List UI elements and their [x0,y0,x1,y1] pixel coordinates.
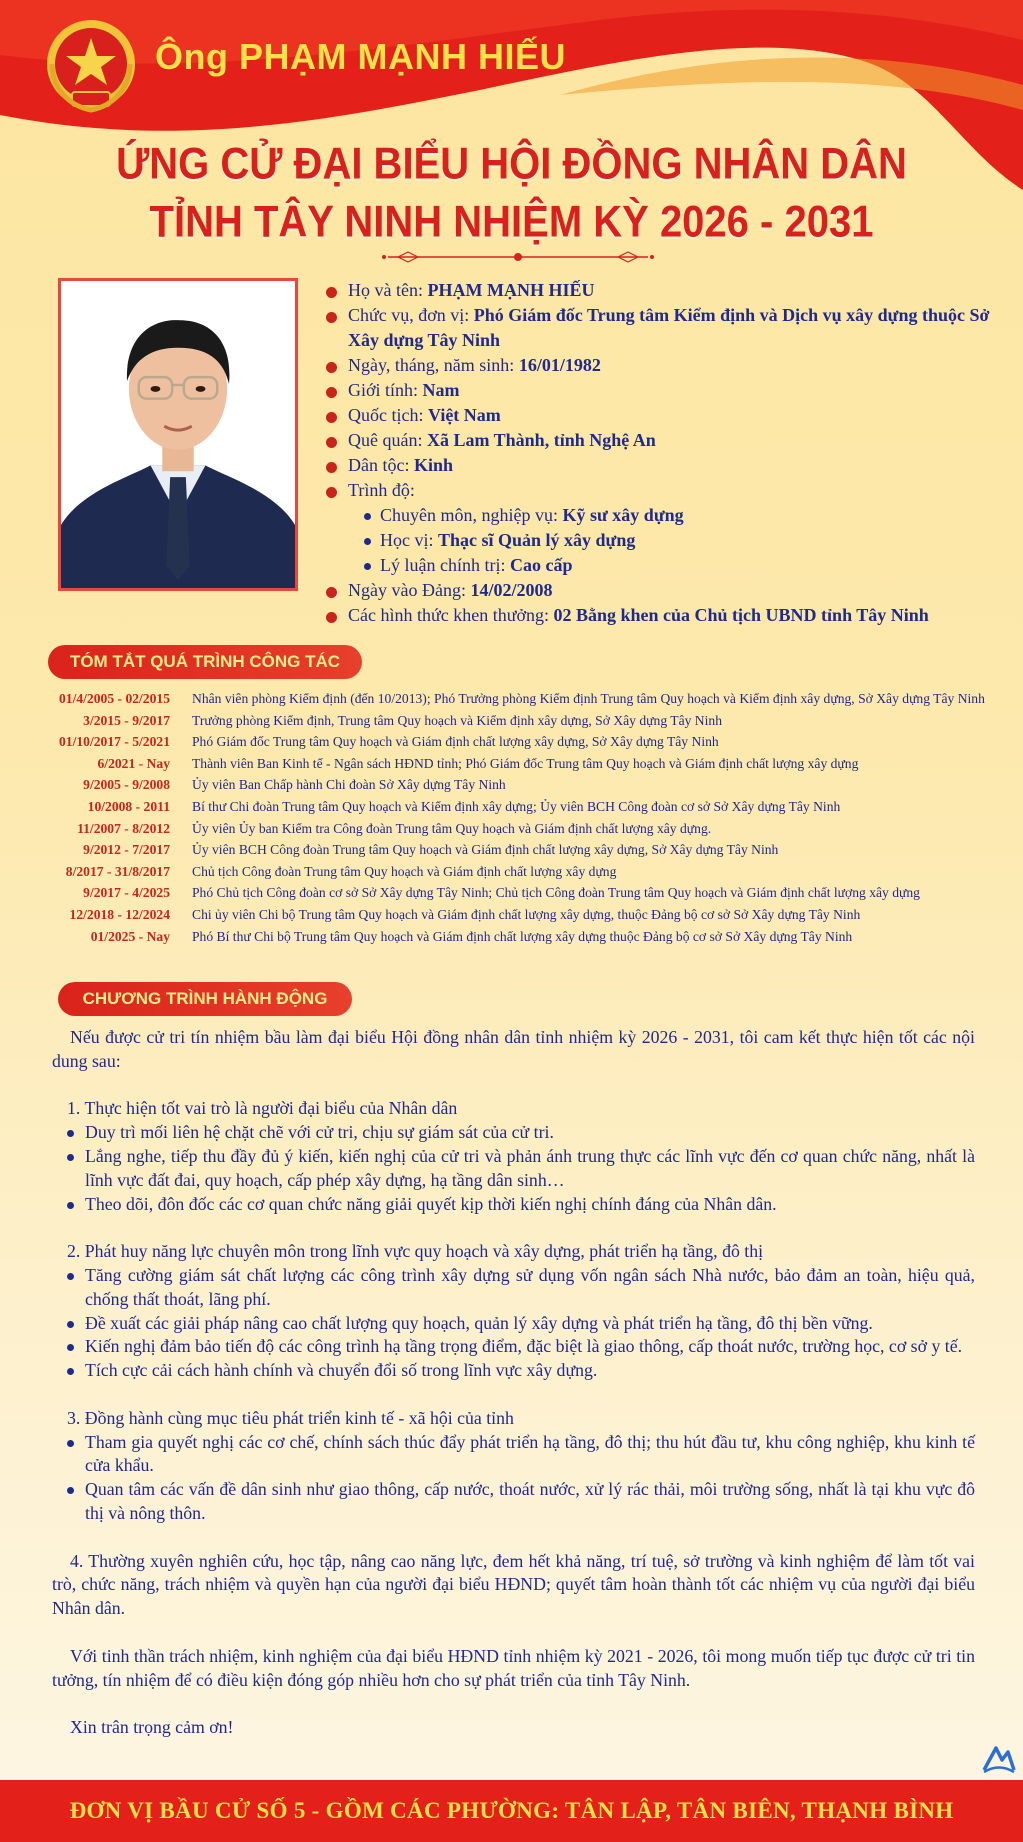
timeline-date: 01/4/2005 - 02/2015 [58,691,170,706]
info-hometown [322,428,1002,453]
program-section-title: CHƯƠNG TRÌNH HÀNH ĐỘNG [58,982,352,1016]
timeline-desc: Thành viên Ban Kinh tế - Ngân sách HĐND tỉnh; Phó Giám đốc Trung tâm Quy hoạch và Giám định chất lượng xây dựng [192,755,859,771]
timeline-row [38,774,998,796]
timeline-desc: Nhân viên phòng Kiểm định (đến 10/2013); Phó Trưởng phòng Kiểm định Trung tâm Quy hoạch và Kiểm định xây dựng, Sở Xây dựng Tây Ninh [192,691,985,706]
info-gender-label: Giới tính: [348,380,423,400]
info-education [322,478,1002,503]
campaign-title-line2: TỈNH TÂY NINH NHIỆM KỲ 2026 - 2031 [149,197,874,247]
info-nationality [322,403,1002,428]
program-heading-3: 3. Đồng hành cùng mục tiêu phát triển kinh tế - xã hội của tỉnh [67,1407,514,1428]
info-ethnicity-label: Dân tộc: [348,455,414,475]
timeline-desc: Ủy viên Ban Chấp hành Chi đoàn Sở Xây dựng Tây Ninh [192,777,506,793]
info-degree-label: Học vị: [380,530,438,550]
candidate-name-heading: Ông PHẠM MẠNH HIẾU [155,36,566,77]
program-bullet: Tích cực cải cách hành chính và chuyển đổi số trong lĩnh vực xây dựng. [52,1359,975,1383]
timeline-desc: Ủy viên Ủy ban Kiểm tra Công đoàn Trung tâm Quy hoạch và Giám định chất lượng xây dựng. [192,820,712,836]
info-awards-value: 02 Bằng khen của Chủ tịch UBND tỉnh Tây Ninh [553,605,929,625]
timeline-desc: Chi ủy viên Chi bộ Trung tâm Quy hoạch và Giám định chất lượng xây dựng, thuộc Đảng bộ cơ sở Sở Xây dựng Tây Ninh [192,906,861,922]
timeline-row [38,796,998,818]
timeline-date: 01/10/2017 - 5/2021 [58,734,170,750]
timeline-row [38,926,998,948]
info-hometown-value: Xã Lam Thành, tỉnh Nghệ An [426,430,656,450]
program-bullet: Quan tâm các vấn đề dân sinh như giao thông, cấp nước, thoát nước, xử lý rác thải, môi trường sống, nhất là tại khu vực đô thị và nông thôn. [52,1478,975,1526]
timeline-date: 9/2017 - 4/2025 [83,885,170,901]
info-specialty-label: Chuyên môn, nghiệp vụ: [380,505,563,525]
info-hometown-label: Quê quán: [348,430,427,450]
info-party [322,578,1002,603]
info-politics [322,553,1002,578]
timeline-row [38,839,998,861]
timeline-row [38,818,998,840]
info-degree-value: Thạc sĩ Quản lý xây dựng [438,530,636,550]
program-bullet: Duy trì mối liên hệ chặt chẽ với cử tri, chịu sự giám sát của cử tri. [52,1121,975,1145]
timeline-date: 10/2008 - 2011 [87,798,170,814]
program-heading-2: 2. Phát huy năng lực chuyên môn trong lĩnh vực quy hoạch và xây dựng, phát triển hạ tầng, đô thị [67,1241,764,1262]
program-bullet: Tham gia quyết nghị các cơ chế, chính sách thúc đẩy phát triển hạ tầng, đô thị; thu hút đầu tư, khu công nghiệp, khu kinh tế cửa khẩu. [52,1431,975,1479]
timeline-row [38,731,998,753]
program-intro: Nếu được cử tri tín nhiệm bầu làm đại biểu Hội đồng nhân dân tỉnh nhiệm kỳ 2026 - 2031, tôi cam kết thực hiện tốt các nội dung sau: [52,1027,975,1071]
program-bullet: Kiến nghị đảm bảo tiến độ các công trình hạ tầng trọng điểm, đặc biệt là giao thông, cấp thoát nước, trường học, cơ sở y tế. [52,1335,975,1359]
timeline-date: 01/2025 - Nay [90,928,170,944]
info-dob [322,353,1002,378]
timeline-desc: Phó Bí thư Chi bộ Trung tâm Quy hoạch và Giám định chất lượng xây dựng thuộc Đảng bộ cơ sở Sở Xây dựng Tây Ninh [192,928,853,944]
timeline-date: 11/2007 - 8/2012 [77,820,170,836]
program-point-4: 4. Thường xuyên nghiên cứu, học tập, nâng cao năng lực, đem hết khả năng, trí tuệ, sở trường và kinh nghiệm để làm tốt vai trò, chức năng, trách nhiệm và quyền hạn của người đại biểu HĐND; quyết tâm hoàn thành tốt các nhiệm vụ của người đại biểu Nhân dân. [52,1550,975,1619]
divider-ornament-icon [378,250,658,264]
timeline-date: 8/2017 - 31/8/2017 [65,863,170,879]
program-thanks: Xin trân trọng cảm ơn! [70,1717,234,1738]
info-politics-value: Cao cấp [509,555,573,575]
career-timeline [38,688,998,947]
timeline-date: 6/2021 - Nay [97,755,170,771]
info-awards [322,603,1002,628]
info-degree [322,528,1002,553]
personal-info-list [322,278,1002,628]
program-bullet: Đề xuất các giải pháp nâng cao chất lượng quy hoạch, quản lý xây dựng và phát triển hạ tầng, đô thị bền vững. [52,1312,975,1336]
info-name-label: Họ và tên: [348,280,428,300]
info-name [322,278,1002,303]
timeline-desc: Chủ tịch Công đoàn Trung tâm Quy hoạch và Giám định chất lượng xây dựng [192,863,617,879]
info-name-value: PHẠM MẠNH HIẾU [427,280,595,300]
timeline-desc: Ủy viên BCH Công đoàn Trung tâm Quy hoạch và Giám định chất lượng xây dựng, Sở Xây dựng Tây Ninh [192,842,779,858]
timeline-row [38,753,998,775]
timeline-desc: Bí thư Chi đoàn Trung tâm Quy hoạch và Kiểm định xây dựng; Ủy viên BCH Công đoàn cơ sở Sở Xây dựng Tây Ninh [192,798,841,814]
corner-logo-icon [980,1740,1016,1776]
info-gender [322,378,1002,403]
timeline-row [38,688,998,710]
timeline-desc: Phó Chủ tịch Công đoàn cơ sở Sở Xây dựng Tây Ninh; Chủ tịch Công đoàn Trung tâm Quy hoạch và Giám định chất lượng xây dựng [192,885,920,901]
career-section-title: TÓM TẮT QUÁ TRÌNH CÔNG TÁC [48,645,362,679]
action-program [52,1026,975,1740]
program-bullet: Tăng cường giám sát chất lượng các công trình xây dựng sử dụng vốn ngân sách Nhà nước, bảo đảm an toàn, hiệu quả, chống thất thoát, lãng phí. [52,1264,975,1312]
info-nationality-value: Việt Nam [427,405,501,425]
info-ethnicity [322,453,1002,478]
program-closing: Với tinh thần trách nhiệm, kinh nghiệm của đại biểu HĐND tỉnh nhiệm kỳ 2021 - 2026, tôi mong muốn tiếp tục được cử tri tin tưởng, tín nhiệm để có điều kiện đóng góp nhiều hơn cho sự phát triển của tỉnh Tây Ninh. [52,1645,975,1690]
timeline-row [38,861,998,883]
info-specialty-value: Kỹ sư xây dựng [562,505,684,525]
program-heading-1: 1. Thực hiện tốt vai trò là người đại biểu của Nhân dân [67,1098,458,1119]
timeline-desc: Phó Giám đốc Trung tâm Quy hoạch và Giám định chất lượng xây dựng, Sở Xây dựng Tây Ninh [192,734,719,750]
info-party-label: Ngày vào Đảng: [348,580,471,600]
info-politics-label: Lý luận chính trị: [380,555,510,575]
program-bullet: Lắng nghe, tiếp thu đầy đủ ý kiến, kiến nghị của cử tri và phản ánh trung thực các lĩnh vực đến cơ quan chức năng, nhất là lĩnh vực đất đai, quy hoạch, cấp phép xây dựng, hạ tầng dân sinh… [52,1145,975,1193]
info-position-value: Phó Giám đốc Trung tâm Kiểm định và Dịch vụ xây dựng thuộc Sở Xây dựng Tây Ninh [348,305,990,350]
info-dob-value: 16/01/1982 [518,355,601,375]
info-position-label: Chức vụ, đơn vị: [348,305,474,325]
info-nationality-label: Quốc tịch: [348,405,428,425]
info-awards-label: Các hình thức khen thưởng: [348,605,554,625]
info-specialty [322,503,1002,528]
info-education-label: Trình độ: [348,480,415,500]
timeline-date: 3/2015 - 9/2017 [83,712,170,728]
timeline-row [38,904,998,926]
electoral-unit-footer: ĐƠN VỊ BẦU CỬ SỐ 5 - GỒM CÁC PHƯỜNG: TÂN LẬP, TÂN BIÊN, THẠNH BÌNH [0,1780,1023,1842]
info-dob-label: Ngày, tháng, năm sinh: [348,355,519,375]
timeline-date: 12/2018 - 12/2024 [69,906,170,922]
candidate-portrait [58,278,298,591]
program-bullet: Theo dõi, đôn đốc các cơ quan chức năng giải quyết kịp thời kiến nghị chính đáng của Nhân dân. [52,1193,975,1217]
timeline-date: 9/2012 - 7/2017 [83,842,170,858]
timeline-row [38,710,998,732]
timeline-desc: Trưởng phòng Kiểm định, Trung tâm Quy hoạch và Kiểm định xây dựng, Sở Xây dựng Tây Ninh [192,712,722,728]
info-position [322,303,1002,353]
campaign-title-line1: ỨNG CỬ ĐẠI BIỂU HỘI ĐỒNG NHÂN DÂN [116,139,907,189]
timeline-date: 9/2005 - 9/2008 [83,777,170,793]
info-ethnicity-value: Kinh [413,455,454,475]
national-emblem-icon [44,18,138,116]
info-gender-value: Nam [422,380,460,400]
info-party-value: 14/02/2008 [470,580,553,600]
timeline-row [38,882,998,904]
